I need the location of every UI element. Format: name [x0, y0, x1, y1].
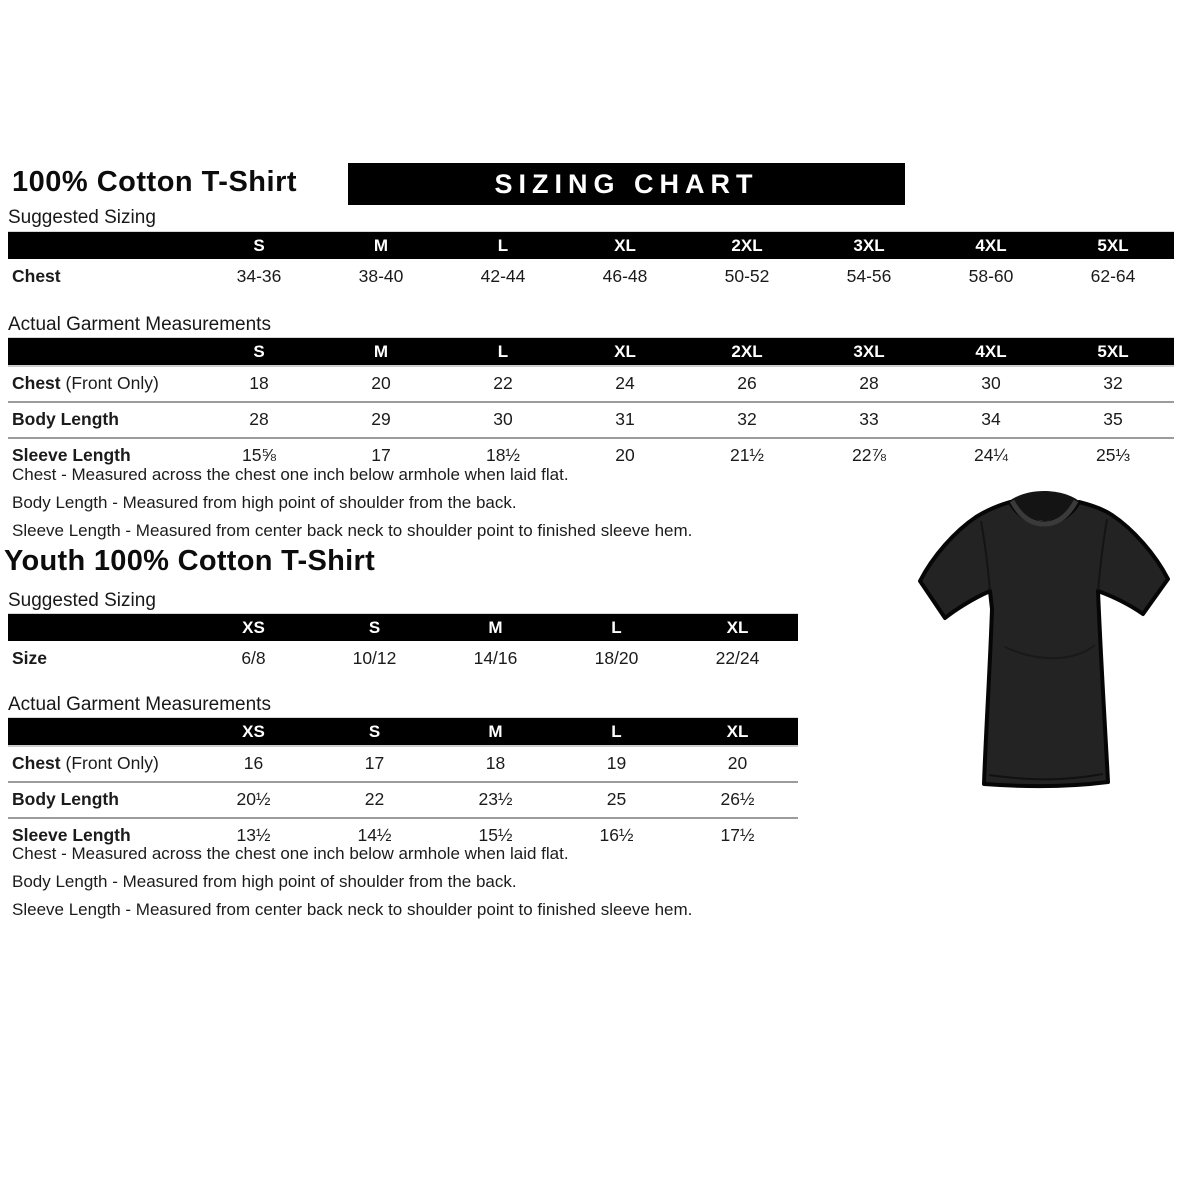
- size-value-cell: 18½: [485, 445, 521, 465]
- size-column-header: L: [611, 618, 622, 637]
- measurement-note: Body Length - Measured from high point of shoulder from the back.: [12, 493, 517, 512]
- size-value-cell: 32: [737, 409, 757, 429]
- size-value-cell: 20: [371, 373, 391, 393]
- size-value-cell: 54-56: [846, 266, 892, 286]
- size-value-cell: 17: [364, 753, 385, 773]
- youth-suggested-sizing-label: Suggested Sizing: [8, 590, 156, 611]
- size-value-cell: 22⅞: [851, 445, 887, 465]
- size-column-header: 5XL: [1097, 236, 1129, 255]
- measurement-note: Chest - Measured across the chest one inch below armhole when laid flat.: [12, 465, 569, 484]
- size-column-header: 5XL: [1097, 342, 1129, 361]
- size-value-cell: 20: [615, 445, 635, 465]
- size-value-cell: 16½: [599, 825, 634, 845]
- size-value-cell: 10/12: [352, 648, 397, 668]
- row-label: Body Length: [12, 409, 119, 429]
- size-column-header: L: [497, 342, 509, 361]
- size-column-header: 2XL: [731, 236, 763, 255]
- size-column-header: M: [488, 722, 503, 741]
- size-column-header: XL: [614, 342, 636, 361]
- row-label: Chest: [12, 266, 61, 286]
- size-column-header: 2XL: [731, 342, 763, 361]
- table-row: [8, 747, 798, 783]
- size-value-cell: 16: [243, 753, 264, 773]
- size-value-cell: 14/16: [473, 648, 518, 668]
- adult-suggested-sizing-label: Suggested Sizing: [8, 207, 156, 228]
- size-column-header: M: [488, 618, 503, 637]
- measurement-note: Chest - Measured across the chest one inch below armhole when laid flat.: [12, 844, 569, 863]
- size-column-header: XL: [614, 236, 636, 255]
- size-value-cell: 20½: [236, 789, 271, 809]
- table-row: [8, 641, 798, 679]
- size-column-header: S: [253, 342, 265, 361]
- table-header-row: [8, 232, 1174, 259]
- size-value-cell: 42-44: [480, 266, 526, 286]
- size-value-cell: 23½: [478, 789, 513, 809]
- row-label: Body Length: [12, 789, 119, 809]
- size-value-cell: 22: [493, 373, 513, 393]
- size-value-cell: 15½: [478, 825, 513, 845]
- size-value-cell: 33: [859, 409, 879, 429]
- size-column-header: 4XL: [975, 236, 1007, 255]
- row-label: Size: [12, 648, 48, 668]
- youth-actual-measurements-table: [8, 717, 798, 853]
- youth-suggested-sizing-table: [8, 613, 798, 679]
- size-value-cell: 18: [249, 373, 269, 393]
- table-header-row: [8, 338, 1174, 367]
- size-column-header: M: [373, 342, 389, 361]
- size-column-header: 3XL: [853, 342, 885, 361]
- sizing-chart-banner: SIZING CHART: [348, 163, 905, 205]
- size-value-cell: 31: [615, 409, 635, 429]
- size-value-cell: 25: [606, 789, 627, 809]
- size-value-cell: 18: [485, 753, 506, 773]
- adult-suggested-sizing-table: [8, 231, 1174, 297]
- size-value-cell: 46-48: [602, 266, 648, 286]
- size-value-cell: 19: [606, 753, 627, 773]
- size-column-header: XL: [726, 618, 749, 637]
- size-value-cell: 17: [371, 445, 391, 465]
- size-value-cell: 30: [493, 409, 513, 429]
- size-value-cell: 34: [981, 409, 1001, 429]
- size-value-cell: 24¼: [973, 445, 1009, 465]
- row-label: Chest (Front Only): [12, 373, 159, 393]
- size-value-cell: 35: [1103, 409, 1123, 429]
- table-row: [8, 783, 798, 819]
- size-column-header: S: [253, 236, 265, 255]
- row-label: Sleeve Length: [12, 445, 131, 465]
- size-value-cell: 24: [615, 373, 635, 393]
- size-value-cell: 13½: [236, 825, 271, 845]
- measurement-note: Sleeve Length - Measured from center back neck to shoulder point to finished sleeve hem.: [12, 521, 693, 540]
- size-value-cell: 22: [364, 789, 385, 809]
- table-header-row: [8, 614, 798, 641]
- size-value-cell: 14½: [357, 825, 392, 845]
- size-column-header: XS: [242, 722, 265, 741]
- table-row: [8, 403, 1174, 439]
- page-title: 100% Cotton T-Shirt: [12, 166, 298, 198]
- adult-actual-measurements-table: [8, 337, 1174, 473]
- size-value-cell: 15⅝: [241, 445, 277, 465]
- size-value-cell: 18/20: [594, 648, 639, 668]
- size-value-cell: 26: [737, 373, 757, 393]
- size-value-cell: 50-52: [724, 266, 770, 286]
- adult-actual-measurements-label: Actual Garment Measurements: [8, 314, 271, 335]
- size-value-cell: 38-40: [358, 266, 404, 286]
- size-value-cell: 30: [981, 373, 1001, 393]
- table-row: [8, 259, 1174, 297]
- size-column-header: XS: [242, 618, 265, 637]
- size-value-cell: 22/24: [715, 648, 760, 668]
- adult-measurement-notes: [12, 461, 692, 545]
- size-value-cell: 28: [859, 373, 879, 393]
- size-column-header: S: [368, 722, 381, 741]
- size-value-cell: 20: [727, 753, 748, 773]
- size-value-cell: 17½: [720, 825, 755, 845]
- size-value-cell: 6/8: [241, 648, 266, 668]
- row-label: Sleeve Length: [12, 825, 131, 845]
- table-row: [8, 367, 1174, 403]
- size-value-cell: 21½: [729, 445, 765, 465]
- size-value-cell: 62-64: [1090, 266, 1136, 286]
- size-column-header: M: [373, 236, 389, 255]
- size-column-header: L: [497, 236, 509, 255]
- size-column-header: 4XL: [975, 342, 1007, 361]
- youth-actual-measurements-label: Actual Garment Measurements: [8, 694, 271, 715]
- measurement-note: Body Length - Measured from high point of shoulder from the back.: [12, 872, 517, 891]
- row-label: Chest (Front Only): [12, 753, 159, 773]
- measurement-note: Sleeve Length - Measured from center back neck to shoulder point to finished sleeve hem.: [12, 900, 693, 919]
- size-column-header: L: [611, 722, 622, 741]
- size-column-header: XL: [726, 722, 749, 741]
- size-column-header: 3XL: [853, 236, 885, 255]
- size-value-cell: 32: [1103, 373, 1123, 393]
- size-value-cell: 34-36: [236, 266, 282, 286]
- youth-measurement-notes: [12, 840, 692, 924]
- size-value-cell: 25⅓: [1095, 445, 1131, 465]
- table-header-row: [8, 718, 798, 747]
- size-value-cell: 29: [371, 409, 391, 429]
- size-value-cell: 26½: [720, 789, 755, 809]
- size-value-cell: 28: [249, 409, 269, 429]
- size-value-cell: 58-60: [968, 266, 1014, 286]
- size-column-header: S: [368, 618, 381, 637]
- tshirt-body: [920, 502, 1168, 786]
- youth-title: Youth 100% Cotton T-Shirt: [4, 545, 376, 577]
- black-tshirt-image: [893, 487, 1195, 809]
